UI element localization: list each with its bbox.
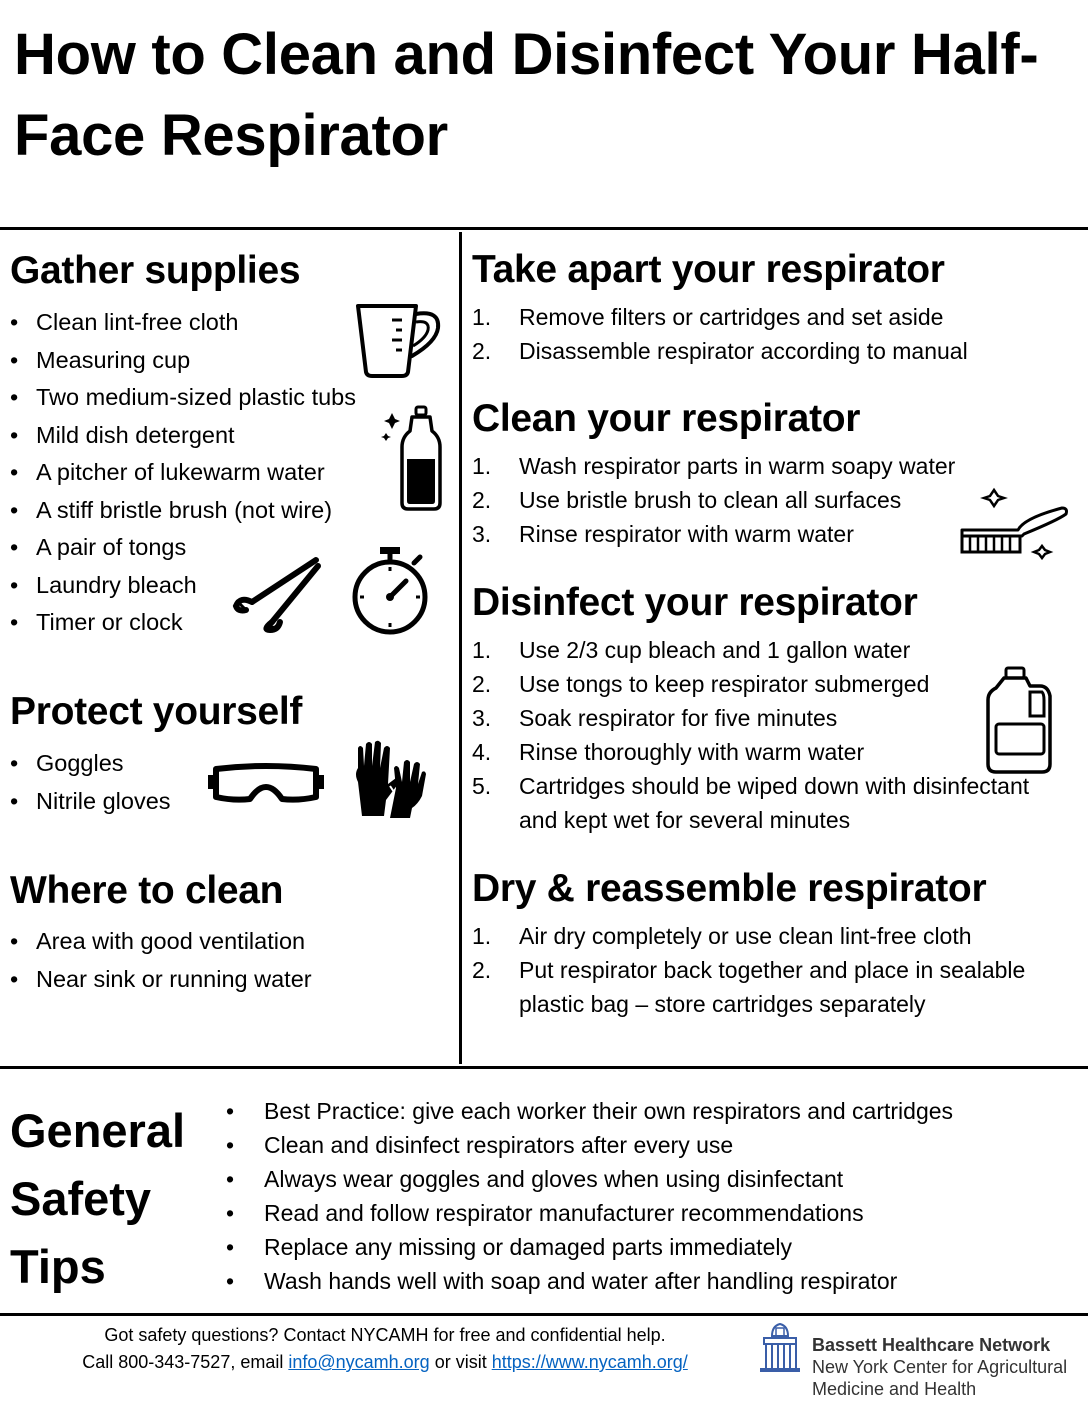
- measuring-cup-icon: [352, 300, 444, 380]
- step-item: 2. Use bristle brush to clean all surfaces: [472, 487, 902, 513]
- footer-line-2: Call 800-343-7527, email info@nycamh.org or visit https://www.nycamh.org/: [82, 1352, 688, 1372]
- list-item: • Near sink or running water: [10, 961, 312, 999]
- bleach-jug-icon: [984, 664, 1056, 776]
- email-link[interactable]: info@nycamh.org: [288, 1352, 430, 1372]
- list-item: • Best Practice: give each worker their own respirators and cartridges: [222, 1094, 953, 1128]
- take-apart-steps: [472, 300, 968, 368]
- organization-name: Bassett Healthcare Network New York Center for Agricultural Medicine and Health: [812, 1335, 1068, 1399]
- page-title: How to Clean and Disinfect Your Half-Face Respirator: [14, 22, 1039, 168]
- gather-heading: Gather supplies: [10, 249, 301, 292]
- clean-heading: Clean your respirator: [472, 397, 861, 440]
- where-list: [10, 923, 312, 998]
- step-item: 2. Disassemble respirator according to manual: [472, 338, 968, 364]
- list-item: • Two medium-sized plastic tubs: [10, 379, 356, 417]
- tongs-icon: [232, 556, 322, 632]
- footer-contact: [30, 1322, 740, 1376]
- disinfect-steps: [472, 633, 1052, 837]
- where-heading: Where to clean: [10, 869, 284, 912]
- step-item: 4. Rinse thoroughly with warm water: [472, 739, 865, 765]
- step-item: 3. Soak respirator for five minutes: [472, 705, 838, 731]
- goggles-icon: [208, 761, 324, 807]
- step-item: 1. Air dry completely or use clean lint-free cloth: [472, 923, 972, 949]
- website-link[interactable]: https://www.nycamh.org/: [491, 1352, 688, 1372]
- step-item: 1. Remove filters or cartridges and set aside: [472, 304, 944, 330]
- column-divider: [459, 232, 462, 1064]
- footer-line-1: Got safety questions? Contact NYCAMH for free and confidential help.: [104, 1325, 666, 1345]
- list-item: • Read and follow respirator manufacturer recommendations: [222, 1196, 953, 1230]
- list-item: • A pitcher of lukewarm water: [10, 454, 356, 492]
- brush-icon: [958, 484, 1070, 566]
- list-item: • Measuring cup: [10, 342, 356, 380]
- list-item: • Timer or clock: [10, 604, 356, 642]
- title-divider: [0, 227, 1088, 230]
- dish-soap-icon: [378, 403, 448, 513]
- tips-divider: [0, 1066, 1088, 1069]
- protect-heading: Protect yourself: [10, 690, 303, 733]
- clean-steps: [472, 449, 955, 551]
- disinfect-heading: Disinfect your respirator: [472, 581, 918, 624]
- bassett-logo-icon: [758, 1322, 802, 1374]
- step-item: 1. Wash respirator parts in warm soapy water: [472, 453, 956, 479]
- list-item: • A pair of tongs: [10, 529, 356, 567]
- dry-steps: [472, 919, 1082, 1021]
- tips-heading: General Safety Tips: [10, 1104, 186, 1293]
- list-item: • Goggles: [10, 745, 171, 783]
- step-item: 3. Rinse respirator with warm water: [472, 521, 854, 547]
- list-item: • Area with good ventilation: [10, 923, 312, 961]
- list-item: • Laundry bleach: [10, 567, 356, 605]
- take-apart-heading: Take apart your respirator: [472, 248, 945, 291]
- timer-icon: [350, 545, 430, 637]
- footer-divider: [0, 1313, 1088, 1316]
- tips-list: [222, 1094, 953, 1298]
- step-item: 1. Use 2/3 cup bleach and 1 gallon water: [472, 637, 911, 663]
- list-item: • Replace any missing or damaged parts immediately: [222, 1230, 953, 1264]
- list-item: • Mild dish detergent: [10, 417, 356, 455]
- dry-heading: Dry & reassemble respirator: [472, 867, 987, 910]
- list-item: • Clean and disinfect respirators after every use: [222, 1128, 953, 1162]
- list-item: • Always wear goggles and gloves when using disinfectant: [222, 1162, 953, 1196]
- list-item: • Clean lint-free cloth: [10, 304, 356, 342]
- step-item: 5. Cartridges should be wiped down with disinfectant and kept wet for several minutes: [472, 773, 1030, 833]
- protect-list: [10, 745, 171, 820]
- step-item: 2. Put respirator back together and place in sealable plastic bag – store cartridges separately: [472, 957, 1026, 1017]
- step-item: 2. Use tongs to keep respirator submerged: [472, 671, 930, 697]
- list-item: • A stiff bristle brush (not wire): [10, 492, 356, 530]
- list-item: • Wash hands well with soap and water after handling respirator: [222, 1264, 953, 1298]
- list-item: • Nitrile gloves: [10, 783, 171, 821]
- gloves-icon: [350, 738, 430, 822]
